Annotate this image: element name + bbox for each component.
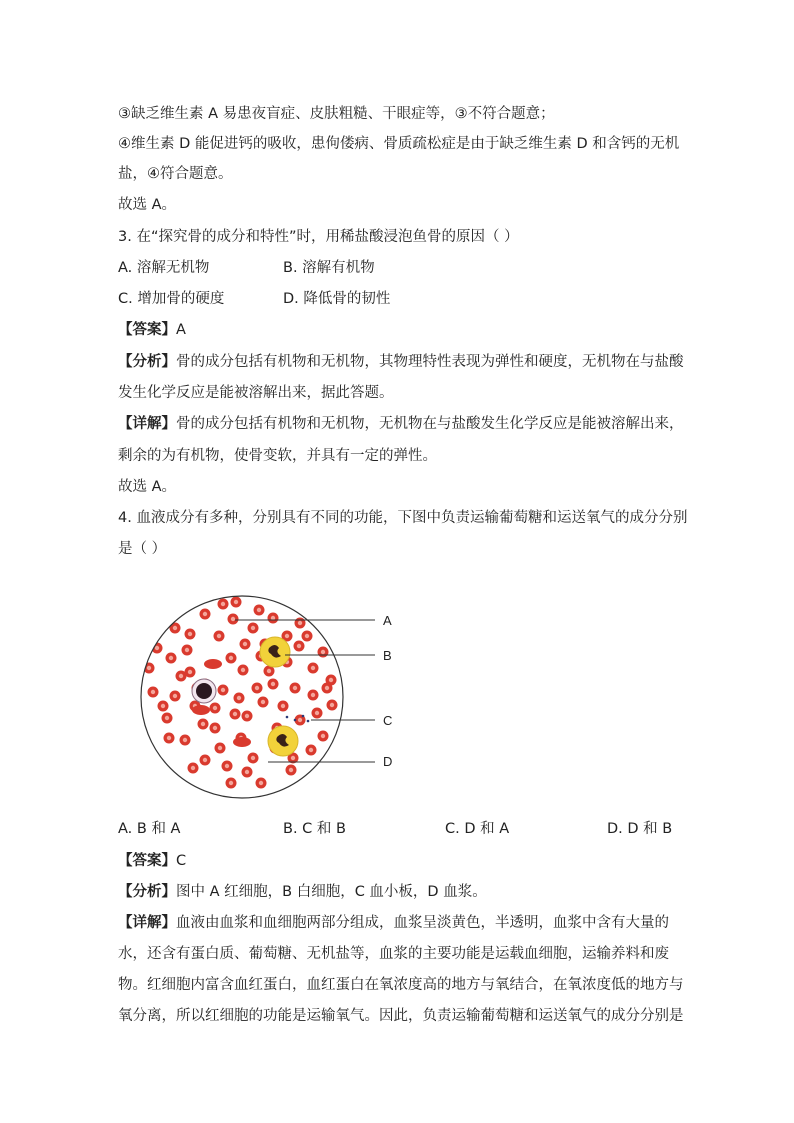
red-blood-cell-center (321, 734, 325, 738)
red-blood-cell-center (234, 600, 238, 604)
q4-option-b: B. C 和 B (283, 821, 346, 837)
q4-answer (118, 851, 186, 871)
q3-detail-line1 (118, 414, 684, 434)
red-blood-cell-center (188, 670, 192, 674)
answer-value: C (176, 853, 187, 869)
red-blood-cell-center (203, 612, 207, 616)
red-blood-cell-center (298, 718, 302, 722)
q3-analysis-line2: 发生化学反应是能被溶解出来，据此答题。 (118, 385, 394, 401)
red-blood-cell-center (167, 736, 171, 740)
red-blood-cell-center (183, 738, 187, 742)
q3-option-c: C. 增加骨的硬度 (118, 291, 225, 307)
q3-stem: 3. 在“探究骨的成分和特性”时，用稀盐酸浸泡鱼骨的原因（ ） (118, 229, 519, 245)
red-blood-cell-center (309, 748, 313, 752)
red-blood-cell-center (201, 722, 205, 726)
red-blood-cell-center (237, 696, 241, 700)
lymphocyte-nucleus (196, 683, 212, 699)
red-blood-cell-center (229, 781, 233, 785)
red-blood-cell-center (297, 644, 301, 648)
q3-answer (118, 320, 186, 340)
red-blood-cell-center (291, 756, 295, 760)
red-blood-cell-center (329, 678, 333, 682)
red-blood-cell-center (191, 766, 195, 770)
red-blood-cell-center (213, 726, 217, 730)
q3-detail-line2: 剩余的为有机物，使骨变软，并具有一定的弹性。 (118, 448, 437, 464)
red-blood-cell-center (217, 634, 221, 638)
detail-text: 骨的成分包括有机物和无机物，无机物在与盐酸发生化学反应是能被溶解出来， (176, 416, 684, 432)
red-blood-cell-center (298, 621, 302, 625)
red-blood-cell-center (281, 704, 285, 708)
platelet (302, 715, 305, 718)
red-blood-cell-center (261, 700, 265, 704)
q3-option-d: D. 降低骨的韧性 (283, 291, 391, 307)
q2-item-4-line1: ④维生素 D 能促进钙的吸收，患佝偻病、骨质疏松症是由于缺乏维生素 D 和含钙的无机 (118, 136, 680, 152)
detail-tag: 【详解】 (118, 416, 176, 432)
red-blood-cell (204, 659, 222, 669)
q2-item-3: ③缺乏维生素 A 易患夜盲症、皮肤粗糙、干眼症等，③不符合题意； (118, 106, 555, 122)
red-blood-cell-center (241, 668, 245, 672)
label-c: C (383, 713, 393, 728)
red-blood-cell-center (330, 703, 334, 707)
analysis-text: 骨的成分包括有机物和无机物，其物理特性表现为弹性和硬度，无机物在与盐酸 (176, 354, 684, 370)
analysis-text: 图中 A 红细胞，B 白细胞，C 血小板，D 血浆。 (176, 884, 487, 900)
red-blood-cell-center (203, 758, 207, 762)
q2-choose: 故选 A。 (118, 197, 177, 213)
red-blood-cell-center (218, 746, 222, 750)
answer-value: A (176, 322, 186, 338)
red-blood-cell-center (251, 626, 255, 630)
red-blood-cell-center (325, 686, 329, 690)
detail-text: 血液由血浆和血细胞两部分组成，血浆呈淡黄色，半透明，血浆中含有大量的 (176, 915, 669, 931)
q3-analysis-line1 (118, 352, 684, 372)
red-blood-cell-center (271, 682, 275, 686)
label-d: D (383, 754, 393, 769)
q4-stem-line1: 4. 血液成分有多种，分别具有不同的功能，下图中负责运输葡萄糖和运送氧气的成分分别 (118, 510, 688, 526)
detail-tag: 【详解】 (118, 915, 176, 931)
red-blood-cell-center (243, 642, 247, 646)
red-blood-cell-center (173, 626, 177, 630)
q3-option-b: B. 溶解有机物 (283, 260, 375, 276)
red-blood-cell-center (267, 669, 271, 673)
red-blood-cell-center (255, 686, 259, 690)
q3-choose: 故选 A。 (118, 479, 177, 495)
red-blood-cell-center (229, 656, 233, 660)
q4-option-c: C. D 和 A (445, 821, 510, 837)
red-blood-cell-center (233, 712, 237, 716)
red-blood-cell-center (161, 704, 165, 708)
q3-option-a: A. 溶解无机物 (118, 260, 210, 276)
q4-detail-line1 (118, 913, 669, 933)
red-blood-cell-center (259, 781, 263, 785)
analysis-tag: 【分析】 (118, 884, 176, 900)
red-blood-cell-center (311, 666, 315, 670)
red-blood-cell-center (225, 764, 229, 768)
red-blood-cell-center (231, 617, 235, 621)
label-b: B (383, 648, 392, 663)
red-blood-cell-center (293, 686, 297, 690)
answer-tag: 【答案】 (118, 322, 176, 338)
red-blood-cell-center (245, 714, 249, 718)
red-blood-cell-center (311, 693, 315, 697)
platelet (307, 720, 310, 723)
red-blood-cell-center (165, 716, 169, 720)
red-blood-cell-center (155, 646, 159, 650)
red-blood-cell-center (315, 711, 319, 715)
q4-stem-line2: 是（ ） (118, 541, 167, 557)
red-blood-cell-center (188, 632, 192, 636)
red-blood-cell-center (169, 656, 173, 660)
q4-detail-line3: 物。红细胞内富含血红蛋白，血红蛋白在氧浓度高的地方与氧结合，在氧浓度低的地方与 (118, 977, 684, 993)
red-blood-cell-center (257, 608, 261, 612)
q4-detail-line4: 氧分离，所以红细胞的功能是运输氧气。因此，负责运输葡萄糖和运送氧气的成分分别是 (118, 1008, 684, 1024)
red-blood-cell-center (285, 634, 289, 638)
q4-option-d: D. D 和 B (607, 821, 673, 837)
red-blood-cell-center (213, 706, 217, 710)
red-blood-cell-center (173, 694, 177, 698)
q4-detail-line2: 水，还含有蛋白质、葡萄糖、无机盐等，血浆的主要功能是运载血细胞，运输养料和废 (118, 946, 669, 962)
red-blood-cell-center (305, 634, 309, 638)
red-blood-cell-center (151, 690, 155, 694)
red-blood-cell-center (321, 650, 325, 654)
red-blood-cell-center (147, 666, 151, 670)
red-blood-cell (233, 737, 251, 747)
red-blood-cell-center (251, 756, 255, 760)
red-blood-cell (192, 705, 210, 715)
q2-item-4-line2: 盐，④符合题意。 (118, 166, 233, 182)
red-blood-cell-center (185, 648, 189, 652)
red-blood-cell-center (289, 768, 293, 772)
q4-analysis-line1 (118, 882, 487, 902)
blood-smear-figure (135, 588, 415, 806)
analysis-tag: 【分析】 (118, 354, 176, 370)
answer-tag: 【答案】 (118, 853, 176, 869)
red-blood-cell-center (221, 688, 225, 692)
red-blood-cell-center (221, 602, 225, 606)
platelet (286, 716, 289, 719)
label-a: A (383, 613, 392, 628)
red-blood-cell-center (245, 770, 249, 774)
red-blood-cell-center (179, 674, 183, 678)
platelet (294, 719, 297, 722)
q4-option-a: A. B 和 A (118, 821, 181, 837)
